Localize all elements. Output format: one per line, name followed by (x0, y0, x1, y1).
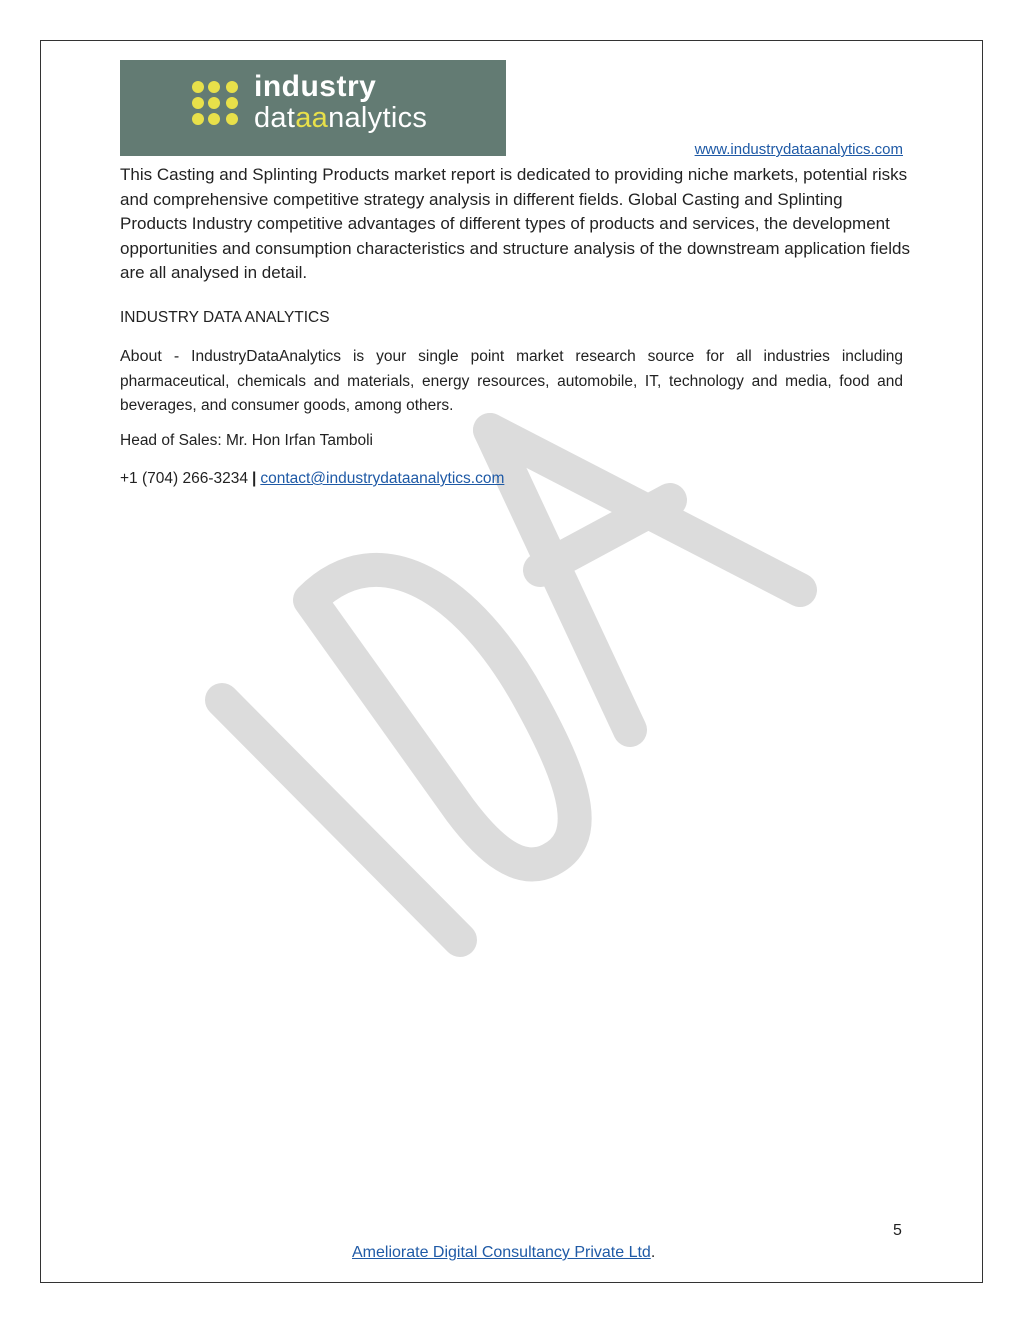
logo-wordmark (254, 72, 427, 133)
contact-line (120, 470, 504, 488)
dots-logo-icon (190, 78, 246, 136)
website-link[interactable]: www.industrydataanalytics.com (694, 141, 903, 158)
section-heading: INDUSTRY DATA ANALYTICS (120, 309, 330, 326)
footer-company-link[interactable]: Ameliorate Digital Consultancy Private Ltd (352, 1244, 651, 1261)
page-number: 5 (893, 1222, 902, 1239)
company-logo (120, 60, 506, 156)
about-lead: About - (120, 348, 180, 365)
intro-paragraph: This Casting and Splinting Products market report is dedicated to providing niche markets, potential risks and comprehensive competitive strategy analysis in different fields. Global Casting and Splinting Products Industry competitive advantages of different types of products and services, the development opportunities and consumption characteristics and structure analysis of the downstream application fields are all analysed in detail. (120, 165, 910, 282)
logo-line1: industry (254, 70, 377, 103)
email-link[interactable]: contact@industrydataanalytics.com (260, 470, 505, 487)
phone-number: +1 (704) 266-3234 (120, 470, 248, 487)
about-text: IndustryDataAnalytics is your single point market research source for all industries including pharmaceutical, chemicals and materials, energy resources, automobile, IT, technology and media, food and beverages, and consumer goods, among others. (120, 348, 904, 414)
contact-separator: | (251, 470, 257, 487)
head-of-sales: Head of Sales: Mr. Hon Irfan Tamboli (120, 432, 374, 449)
about-paragraph (120, 345, 903, 419)
footer: Ameliorate Digital Consultancy Private Ltd. (352, 1244, 656, 1261)
logo-line2: dataanalytics (254, 102, 428, 134)
